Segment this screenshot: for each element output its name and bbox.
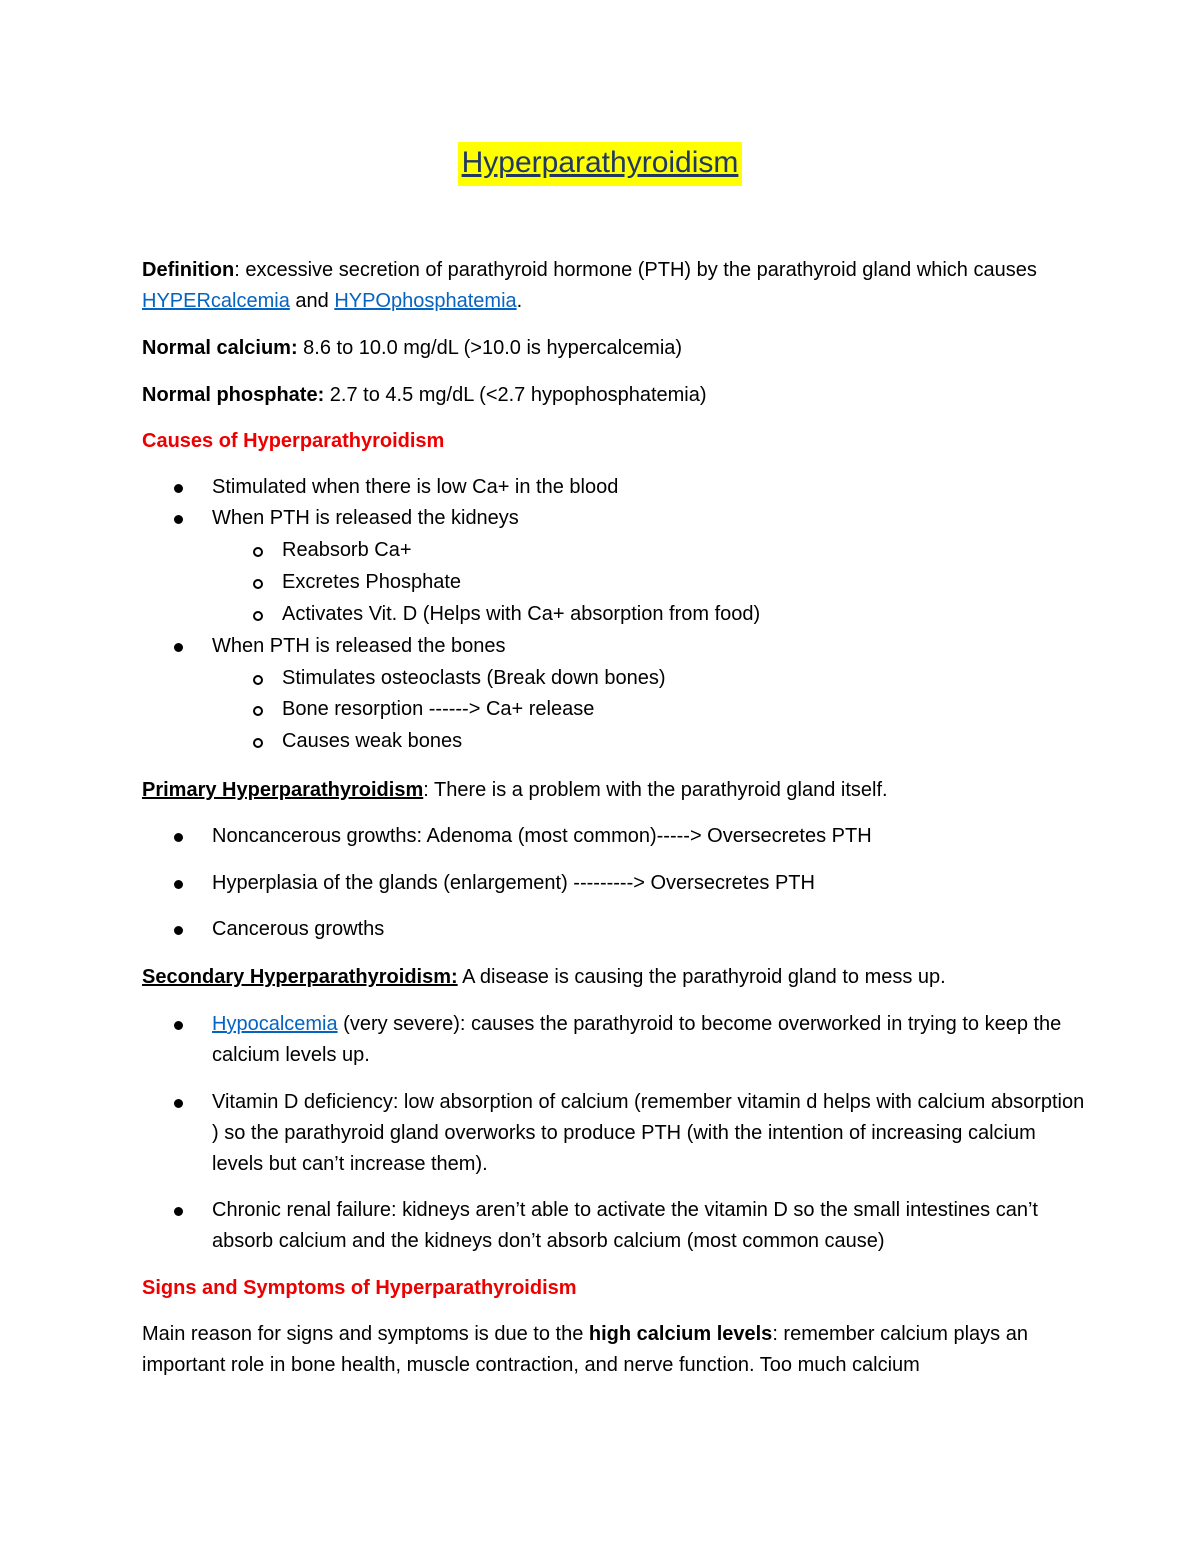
bullet-icon xyxy=(174,1021,183,1030)
definition-paragraph xyxy=(142,255,1072,317)
list-item xyxy=(212,1009,1092,1071)
list-item xyxy=(212,1087,1092,1180)
signs-paragraph xyxy=(142,1319,1072,1381)
normal-phosphate-text: 2.7 to 4.5 mg/dL (<2.7 hypophosphatemia) xyxy=(324,384,707,406)
list-item-text: Vitamin D deficiency: low absorption of calcium (remember vitamin d helps with calcium absorption ) so the parathyroid gland overworks to produce PTH (with the intention of increasing calcium levels but can’t increase them). xyxy=(212,1091,1085,1175)
sub-list-item-text: Bone resorption ------> Ca+ release xyxy=(282,698,595,720)
list-item xyxy=(212,914,1092,945)
list-item-text: Cancerous growths xyxy=(212,918,385,940)
bullet-icon xyxy=(174,643,183,652)
signs-text-1: Main reason for signs and symptoms is due to the xyxy=(142,1323,589,1345)
normal-phosphate-label: Normal phosphate: xyxy=(142,384,325,406)
sub-list-item xyxy=(282,663,1162,694)
list-item-text: Stimulated when there is low Ca+ in the blood xyxy=(212,476,619,498)
sub-list-item xyxy=(282,726,1162,757)
primary-paragraph xyxy=(142,775,1072,806)
list-item xyxy=(212,1195,1092,1257)
list-item xyxy=(212,868,1092,899)
bullet-icon xyxy=(174,515,183,524)
list-item-text: Hyperplasia of the glands (enlargement) ---------> Oversecretes PTH xyxy=(212,872,815,894)
sub-list-item-text: Reabsorb Ca+ xyxy=(282,539,412,561)
sub-list-item-text: Causes weak bones xyxy=(282,730,463,752)
sub-list-item xyxy=(282,599,1162,630)
list-item xyxy=(212,503,1092,534)
normal-phosphate-line xyxy=(142,380,1072,411)
sub-list-item-text: Activates Vit. D (Helps with Ca+ absorption from food) xyxy=(282,603,761,625)
normal-calcium-line xyxy=(142,333,1072,364)
primary-text: : There is a problem with the parathyroid gland itself. xyxy=(423,779,888,801)
bullet-icon xyxy=(174,880,183,889)
hypocalcemia-link[interactable]: Hypocalcemia xyxy=(212,1013,338,1035)
signs-heading: Signs and Symptoms of Hyperparathyroidism xyxy=(142,1277,577,1299)
list-item xyxy=(212,821,1092,852)
list-item xyxy=(212,631,1092,662)
hollow-bullet-icon xyxy=(253,547,263,557)
sub-list-item xyxy=(282,567,1162,598)
sub-list-item xyxy=(282,694,1162,725)
hypophosphatemia-link[interactable]: HYPOphosphatemia xyxy=(334,290,517,312)
normal-calcium-label: Normal calcium: xyxy=(142,337,298,359)
bullet-icon xyxy=(174,926,183,935)
bullet-icon xyxy=(174,833,183,842)
bullet-icon xyxy=(174,1099,183,1108)
secondary-label: Secondary Hyperparathyroidism: xyxy=(142,966,458,988)
list-item-text: Noncancerous growths: Adenoma (most common)-----> Oversecretes PTH xyxy=(212,825,872,847)
signs-text-2: : remember calcium plays an important role in bone health, muscle contraction, and nerve function. Too much calcium xyxy=(142,1323,1028,1376)
definition-text: : excessive secretion of parathyroid hormone (PTH) by the parathyroid gland which causes xyxy=(234,259,1037,281)
definition-mid: and xyxy=(289,290,335,312)
list-item-text: When PTH is released the bones xyxy=(212,635,506,657)
hollow-bullet-icon xyxy=(253,611,263,621)
hollow-bullet-icon xyxy=(253,579,263,589)
signs-bold: high calcium levels xyxy=(588,1323,773,1345)
list-item-text: Chronic renal failure: kidneys aren’t able to activate the vitamin D so the small intestines can’t absorb calcium and the kidneys don’t absorb calcium (most common cause) xyxy=(212,1199,1038,1252)
sub-list-item xyxy=(282,535,1162,566)
sub-list-item-text: Excretes Phosphate xyxy=(282,571,461,593)
hollow-bullet-icon xyxy=(253,738,263,748)
secondary-text: A disease is causing the parathyroid gland to mess up. xyxy=(457,966,946,988)
page-title-wrap xyxy=(0,142,1200,186)
hollow-bullet-icon xyxy=(253,675,263,685)
hollow-bullet-icon xyxy=(253,706,263,716)
normal-calcium-text: 8.6 to 10.0 mg/dL (>10.0 is hypercalcemia) xyxy=(297,337,683,359)
sub-list-item-text: Stimulates osteoclasts (Break down bones) xyxy=(282,667,666,689)
list-item xyxy=(212,472,1092,503)
list-item-text: When PTH is released the kidneys xyxy=(212,507,519,529)
primary-label: Primary Hyperparathyroidism xyxy=(142,779,424,801)
definition-end: . xyxy=(516,290,523,312)
page-title: Hyperparathyroidism xyxy=(458,142,743,186)
bullet-icon xyxy=(174,484,183,493)
hypercalcemia-link[interactable]: HYPERcalcemia xyxy=(142,290,290,312)
list-item-text: (very severe): causes the parathyroid to become overworked in trying to keep the calcium levels up. xyxy=(212,1013,1062,1066)
causes-heading: Causes of Hyperparathyroidism xyxy=(142,430,445,452)
secondary-paragraph xyxy=(142,962,1072,993)
bullet-icon xyxy=(174,1207,183,1216)
definition-label: Definition xyxy=(142,259,235,281)
